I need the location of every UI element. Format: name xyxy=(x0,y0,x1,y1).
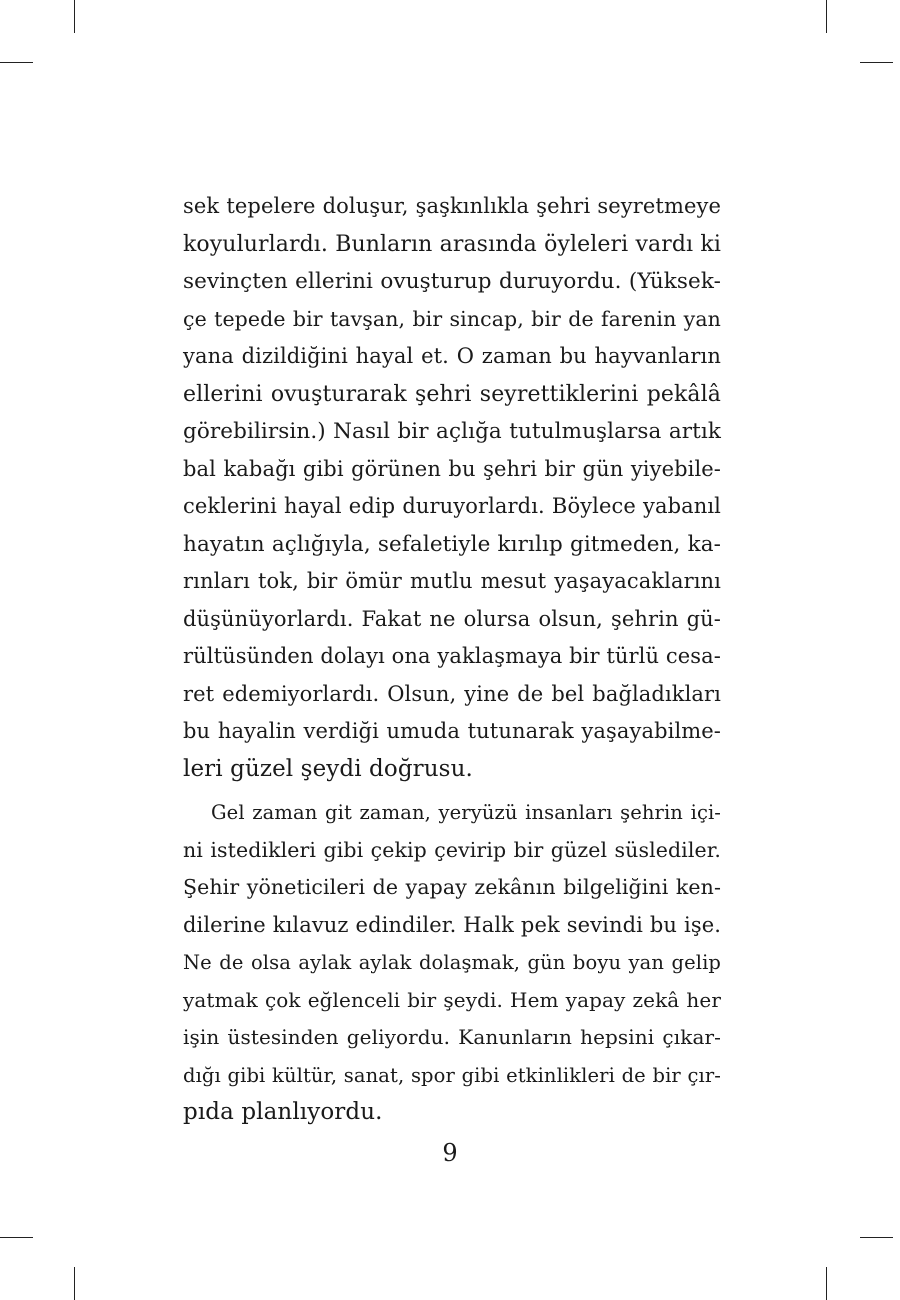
text-line: çe tepede bir tavşan, bir sincap, bir de farenin yan xyxy=(183,306,721,331)
text-line: ceklerini hayal edip duruyorlardı. Böylece yabanıl xyxy=(183,494,721,518)
text-line: görebilirsin.) Nasıl bir açlığa tutulmuşlarsa artık xyxy=(183,419,721,444)
crop-mark-top-left xyxy=(74,0,75,33)
text-line: bal kabağı gibi görünen bu şehri bir gün yiyebile- xyxy=(183,456,721,481)
crop-mark-bottom-left xyxy=(74,1267,75,1300)
text-line: ellerini ovuşturarak şehri seyrettiklerini pekâlâ xyxy=(183,381,721,407)
text-line: pıda planlıyordu. xyxy=(183,1099,383,1125)
text-line: yana dizildiğini hayal et. O zaman bu hayvanların xyxy=(183,344,721,368)
page-number: 9 xyxy=(442,1139,458,1167)
paragraph-2 xyxy=(183,794,721,1132)
paragraph-1 xyxy=(183,188,721,788)
text-line: Şehir yöneticileri de yapay zekânın bilgeliğini ken- xyxy=(183,875,721,899)
text-line: hayatın açlığıyla, sefaletiyle kırılıp gitmeden, ka- xyxy=(183,531,721,557)
text-line: koyulurlardı. Bunların arasında öyleleri vardı ki xyxy=(183,231,721,257)
body-text xyxy=(183,188,721,1132)
text-line: sek tepelere doluşur, şaşkınlıkla şehri seyretmeye xyxy=(183,194,721,218)
crop-mark-top-right xyxy=(826,0,827,33)
text-line: Ne de olsa aylak aylak dolaşmak, gün boyu yan gelip xyxy=(183,951,721,974)
text-line: ret edemiyorlardı. Olsun, yine de bel bağladıkları xyxy=(183,681,721,706)
text-line: dığı gibi kültür, sanat, spor gibi etkinlikleri de bir çır- xyxy=(183,1063,721,1087)
text-line: rınları tok, bir ömür mutlu mesut yaşayacaklarını xyxy=(183,569,721,593)
text-line: işin üstesinden geliyordu. Kanunların hepsini çıkar- xyxy=(183,1025,721,1049)
crop-mark-bottom-right xyxy=(826,1267,827,1300)
text-line: rültüsünden dolayı ona yaklaşmaya bir türlü cesa- xyxy=(183,644,721,668)
text-line: yatmak çok eğlenceli bir şeydi. Hem yapay zekâ her xyxy=(183,987,721,1012)
text-line: dilerine kılavuz edindiler. Halk pek sevindi bu işe. xyxy=(183,912,721,937)
text-line: düşünüyorlardı. Fakat ne olursa olsun, şehrin gü- xyxy=(183,606,721,631)
text-line: Gel zaman git zaman, yeryüzü insanları şehrin içi- xyxy=(211,801,721,824)
text-line: leri güzel şeydi doğrusu. xyxy=(183,755,473,782)
crop-mark-left-top xyxy=(0,62,33,63)
text-line: bu hayalin verdiği umuda tutunarak yaşayabilme- xyxy=(183,719,721,743)
crop-mark-right-top xyxy=(860,62,893,63)
text-line: sevinçten ellerini ovuşturup duruyordu. (Yüksek- xyxy=(183,269,721,294)
crop-mark-left-bottom xyxy=(0,1237,33,1238)
text-line: ni istedikleri gibi çekip çevirip bir güzel süslediler. xyxy=(183,837,721,862)
crop-mark-right-bottom xyxy=(860,1237,893,1238)
